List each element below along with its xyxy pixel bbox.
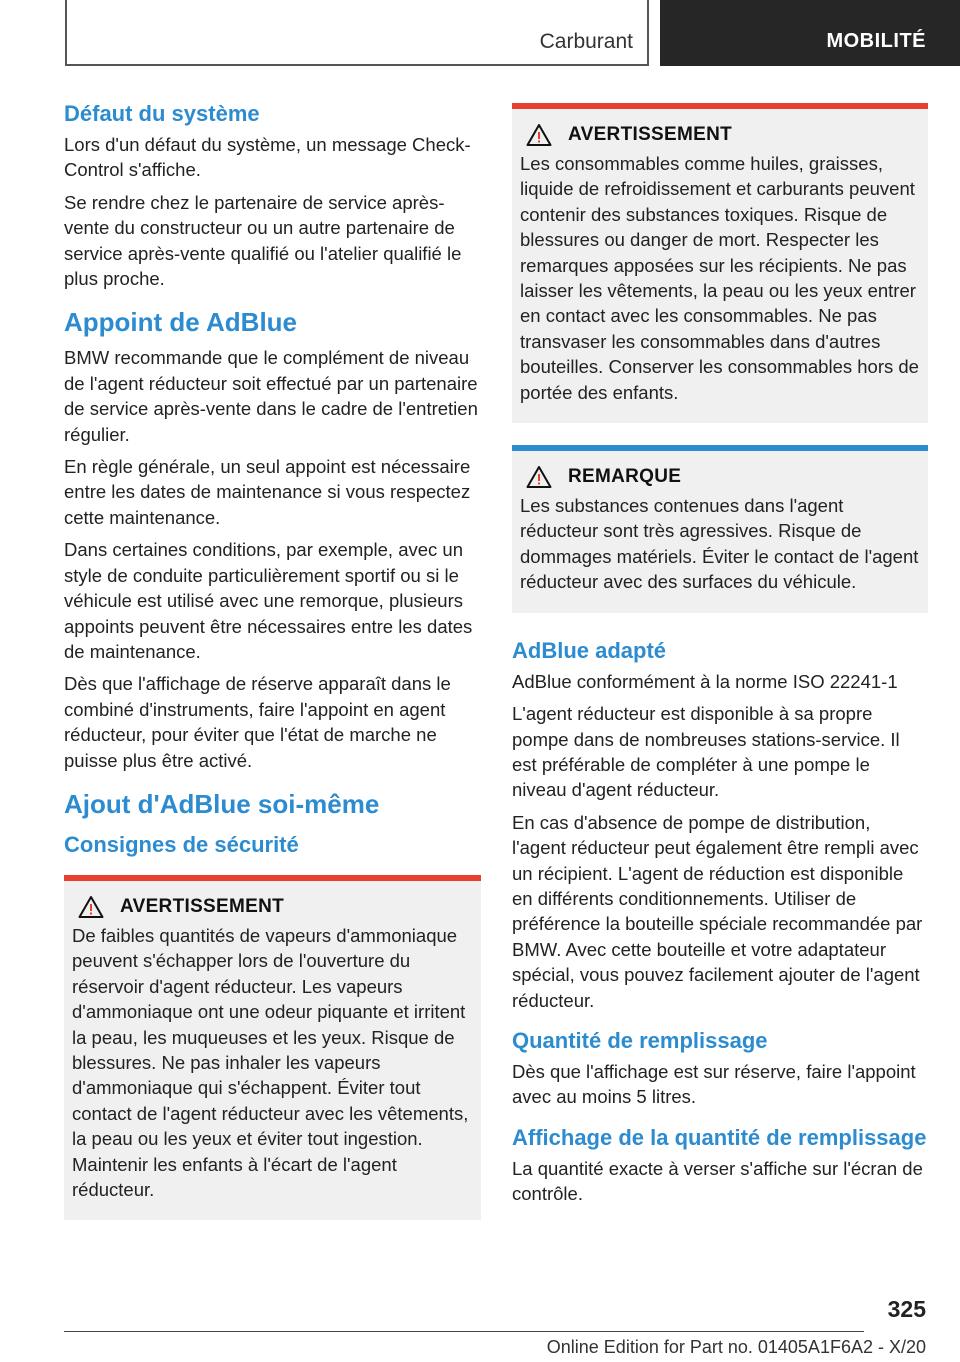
notice-header [520,465,920,489]
paragraph: Dès que l'affichage de réserve apparaît dans le combiné d'instruments, faire l'appoint en agent réducteur, pour éviter que l'état de marche ne puisse plus être activé. [64,673,451,771]
warning-text: De faibles quantités de vapeurs d'ammoniaque peuvent s'échapper lors de l'ouverture du réservoir d'agent réducteur. Les vapeurs d'ammoniaque ont une odeur piquante et irritent la peau, les muqueuses et les yeux. Risque de blessures. Ne pas inhaler les vapeurs d'ammoniaque qui s'échappent. Éviter tout contact de l'agent réducteur avec les vêtements, la peau ou les yeux et éviter tout ingestion. Maintenir les enfants à l'écart de l'agent réducteur. [72,924,469,1200]
paragraph: En règle générale, un seul appoint est nécessaire entre les dates de maintenance si vous respectez cette maintenance. [64,456,471,528]
paragraph: Lors d'un défaut du système, un message Check-Control s'affiche. [64,134,471,181]
paragraph: La quantité exacte à verser s'affiche sur l'écran de contrôle. [512,1157,923,1205]
paragraph: AdBlue conformément à la norme ISO 22241-1 [512,670,898,692]
warning-triangle-icon [78,895,104,919]
heading-consignes-securite: Consignes de sécurité [64,831,299,857]
header-chapter-tab [660,0,960,66]
warning-box [512,103,928,423]
left-column [64,100,481,1242]
footer-edition: Online Edition for Part no. 01405A1F6A2 - X/20 [546,1337,926,1357]
paragraph: L'agent réducteur est disponible à sa propre pompe dans de nombreuses stations-service. Il est préférable de compléter à une pompe le niveau d'agent réducteur. [512,703,900,801]
warning-text: Les consommables comme huiles, graisses, liquide de refroidissement et carburants peuvent contenir des substances toxiques. Risque de blessures ou danger de mort. Respecter les remarques apposées sur les récipients. Ne pas laisser les vêtements, la peau ou les yeux entrer en contact avec les consommables. Ne pas transvaser les consommables dans d'autres bouteilles. Conserver les consommables hors de portée des enfants. [520,153,919,403]
warning-header [520,123,920,147]
paragraph: Dans certaines conditions, par exemple, avec un style de conduite particulièrement sportif ou si le véhicule est utilisé avec une remorque, plusieurs appoints peuvent être nécessaires entre les dates de maintenance. [64,539,473,662]
page-number: 325 [887,1296,926,1322]
heading-adblue-adapte: AdBlue adapté [512,637,667,663]
warning-triangle-icon [526,465,552,489]
notice-box [512,445,928,613]
warning-title: AVERTISSEMENT [120,895,285,917]
paragraph: Se rendre chez le partenaire de service après-vente du constructeur ou un autre partenaire de service après-vente qualifié ou l'atelier qualifié le plus proche. [64,191,462,290]
heading-defaut-systeme: Défaut du système [64,101,260,126]
paragraph: En cas d'absence de pompe de distribution, l'agent réducteur peut également être rempli avec un récipient. L'agent de réduction est disponible en différents conditionnements. Utiliser de préférence la bouteille spéciale recommandée par BMW. Avec cette bouteille et votre adaptateur spécial, vous pouvez facilement ajouter de l'agent réducteur. [512,811,923,1011]
right-column [512,103,928,1214]
notice-text: Les substances contenues dans l'agent réducteur sont très agressives. Risque de dommages matériels. Éviter le contact de l'agent réducteur avec des surfaces du véhicule. [520,495,919,593]
heading-affichage-quantite: Affichage de la quantité de remplissage [512,1124,927,1150]
header-section-box [65,0,649,66]
heading-quantite-remplissage: Quantité de remplissage [512,1027,768,1053]
warning-header [72,895,473,919]
paragraph: Dès que l'affichage est sur réserve, faire l'appoint avec au moins 5 litres. [512,1060,916,1108]
footer-divider [64,1331,864,1332]
warning-title: AVERTISSEMENT [568,124,733,145]
warning-triangle-icon [526,123,552,147]
paragraph: BMW recommande que le complément de niveau de l'agent réducteur soit effectué par un partenaire de service après-vente dans le cadre de l'entretien régulier. [64,347,478,445]
heading-ajout-adblue: Ajout d'AdBlue soi-même [64,788,380,819]
header-chapter-title: MOBILITÉ [826,30,926,52]
warning-box [64,875,481,1220]
heading-appoint-adblue: Appoint de AdBlue [64,307,298,338]
notice-title: REMARQUE [568,466,682,488]
header-section-title: Carburant [539,30,633,53]
